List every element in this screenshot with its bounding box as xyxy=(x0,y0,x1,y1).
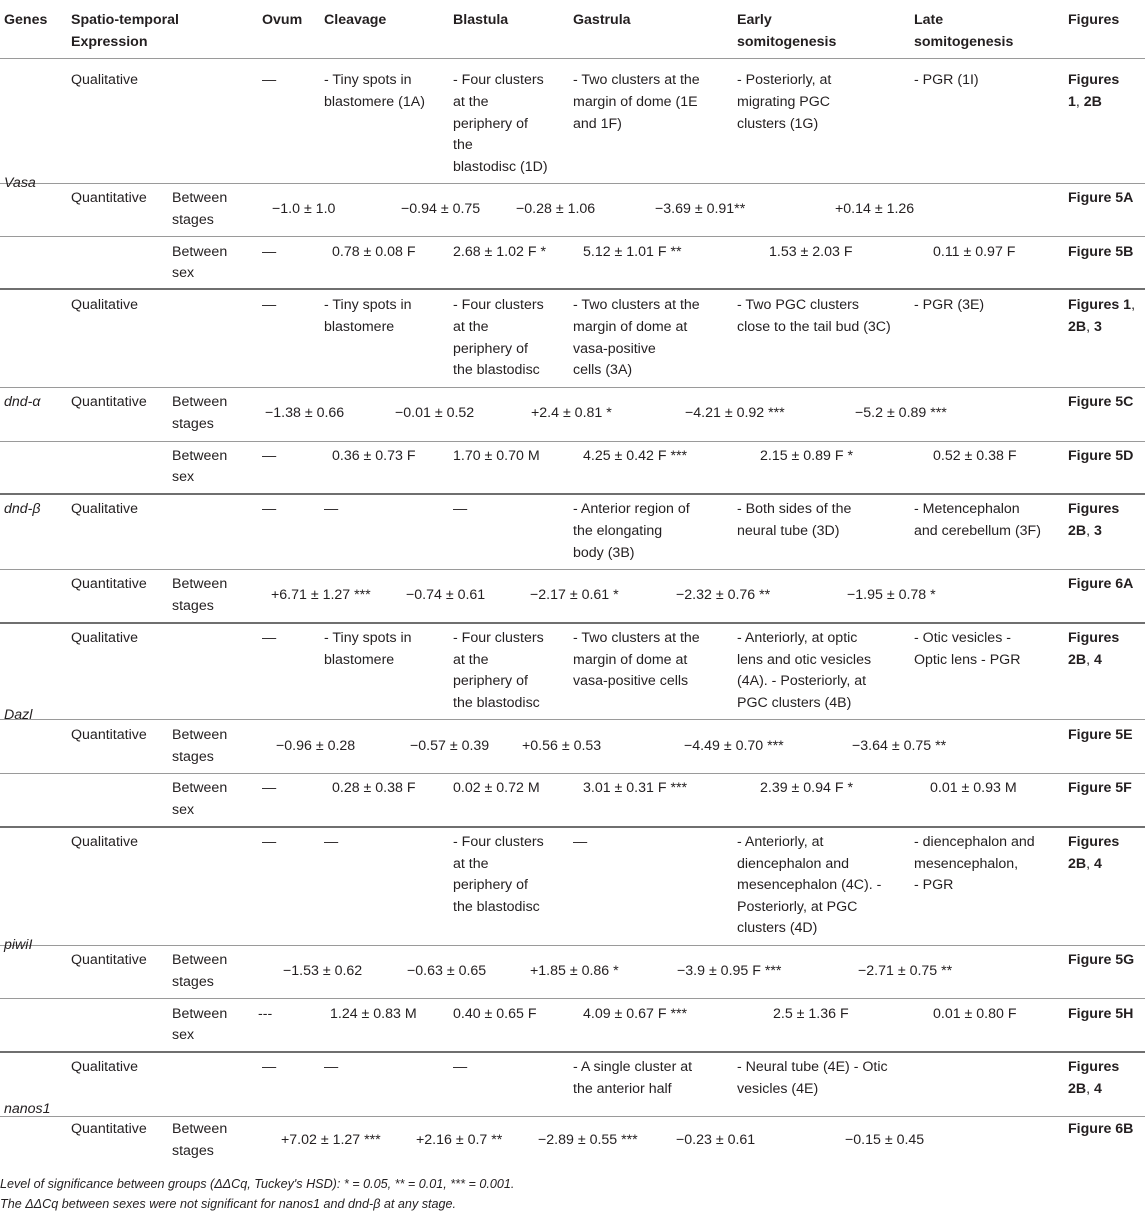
dnd-a-sex-figure: Figure 5D xyxy=(1068,448,1134,464)
dnd-a-qual-gastrula: margin of dome at xyxy=(573,319,688,335)
piwil-qual-blastula: at the xyxy=(453,856,489,872)
piwil-qual-early: clusters (4D) xyxy=(737,920,818,936)
dnd-a-qual-gastrula: cells (3A) xyxy=(573,362,633,378)
piwil-qual-gastrula: — xyxy=(573,834,588,850)
dazl-qual-gastrula: - Two clusters at the xyxy=(573,630,700,646)
gene-dazl: Dazl xyxy=(4,707,33,723)
dnd-b-qual-late: - Metencephalon xyxy=(914,501,1020,517)
piwil-qual-late: - PGR xyxy=(914,877,954,893)
label-qualitative: Qualitative xyxy=(71,1059,139,1075)
dazl-qual-figures xyxy=(1068,650,1102,672)
dnd-b-stage-value: +6.71 ± 1.27 *** xyxy=(271,587,371,603)
label-between: Between xyxy=(172,952,228,968)
piwil-sex-early: 2.5 ± 1.36 F xyxy=(773,1006,849,1022)
label-stages: stages xyxy=(172,749,214,765)
rule xyxy=(0,998,1145,999)
dazl-sex-figure: Figure 5F xyxy=(1068,780,1132,796)
label-stages: stages xyxy=(172,212,214,228)
dnd-a-stage-value: −4.21 ± 0.92 *** xyxy=(685,405,785,421)
vasa-sex-late: 0.11 ± 0.97 F xyxy=(933,244,1016,260)
vasa-sex-blastula: 2.68 ± 1.02 F * xyxy=(453,244,546,260)
label-sex: sex xyxy=(172,265,195,281)
dnd-a-qual-gastrula: - Two clusters at the xyxy=(573,297,700,313)
label-quantitative: Quantitative xyxy=(71,727,147,743)
header-gastrula: Gastrula xyxy=(573,12,631,28)
label-qualitative: Qualitative xyxy=(71,72,139,88)
label-between: Between xyxy=(172,1121,228,1137)
label-between: Between xyxy=(172,190,228,206)
dazl-qual-gastrula: margin of dome at xyxy=(573,652,688,668)
nanos1-qual-cleavage: — xyxy=(324,1059,339,1075)
vasa-qual-gastrula: margin of dome (1E xyxy=(573,94,698,110)
label-qualitative: Qualitative xyxy=(71,834,139,850)
dnd-a-sex-cleavage: 0.36 ± 0.73 F xyxy=(332,448,416,464)
vasa-stage-value: −0.28 ± 1.06 xyxy=(516,201,596,217)
vasa-qual-blastula: the xyxy=(453,137,473,153)
figure-sep: , xyxy=(1086,652,1095,668)
figure-sep: , xyxy=(1086,1081,1095,1097)
dazl-qual-gastrula: vasa-positive cells xyxy=(573,673,689,689)
figure-ref: 2B xyxy=(1068,856,1087,872)
dazl-sex-ovum: — xyxy=(262,780,277,796)
nanos1-stage-value: −2.89 ± 0.55 *** xyxy=(538,1132,638,1148)
label-between: Between xyxy=(172,448,228,464)
vasa-sex-gastrula: 5.12 ± 1.01 F ** xyxy=(583,244,682,260)
vasa-qual-blastula: - Four clusters xyxy=(453,72,544,88)
rule xyxy=(0,1116,1145,1117)
nanos1-qual-gastrula: - A single cluster at xyxy=(573,1059,693,1075)
vasa-sex-ovum: — xyxy=(262,244,277,260)
dnd-a-qual-late: - PGR (3E) xyxy=(914,297,985,313)
piwil-stage-value: +1.85 ± 0.86 * xyxy=(530,963,619,979)
dnd-a-stage-value: −5.2 ± 0.89 *** xyxy=(855,405,947,421)
vasa-qual-gastrula: and 1F) xyxy=(573,116,622,132)
dazl-stage-value: −0.96 ± 0.28 xyxy=(276,738,356,754)
dnd-a-sex-ovum: — xyxy=(262,448,277,464)
dnd-a-stage-value: −0.01 ± 0.52 xyxy=(395,405,475,421)
dazl-stage-value: −4.49 ± 0.70 *** xyxy=(684,738,784,754)
vasa-qual-cleavage: - Tiny spots in xyxy=(324,72,412,88)
dazl-sex-late: 0.01 ± 0.93 M xyxy=(930,780,1017,796)
vasa-qual-gastrula: - Two clusters at the xyxy=(573,72,700,88)
rule xyxy=(0,58,1145,59)
piwil-stage-value: −0.63 ± 0.65 xyxy=(407,963,487,979)
rule xyxy=(0,945,1145,946)
vasa-qual-figures xyxy=(1068,92,1102,114)
label-quantitative: Quantitative xyxy=(71,190,147,206)
figure-sep: , xyxy=(1086,523,1095,539)
nanos1-stage-value: −0.23 ± 0.61 xyxy=(676,1132,756,1148)
dnd-b-qual-figures: Figures xyxy=(1068,501,1120,517)
gene-dnd-alpha: dnd-α xyxy=(4,394,41,410)
dnd-a-qual-early: - Two PGC clusters xyxy=(737,297,859,313)
vasa-stage-value: −1.0 ± 1.0 xyxy=(272,201,336,217)
figure-ref: 3 xyxy=(1094,319,1102,335)
rule xyxy=(0,288,1145,290)
nanos1-qual-figures: Figures xyxy=(1068,1059,1120,1075)
dazl-qual-blastula: the blastodisc xyxy=(453,695,540,711)
label-stages: stages xyxy=(172,416,214,432)
label-between: Between xyxy=(172,576,228,592)
dazl-qual-blastula: - Four clusters xyxy=(453,630,544,646)
vasa-stage-value: −3.69 ± 0.91** xyxy=(655,201,746,217)
figure-ref: 4 xyxy=(1094,1081,1102,1097)
dazl-qual-figures: Figures xyxy=(1068,630,1120,646)
dnd-a-qual-gastrula: vasa-positive xyxy=(573,341,656,357)
dnd-a-qual-cleavage: blastomere xyxy=(324,319,395,335)
rule xyxy=(0,236,1145,237)
label-qualitative: Qualitative xyxy=(71,297,139,313)
dazl-sex-cleavage: 0.28 ± 0.38 F xyxy=(332,780,416,796)
piwil-sex-blastula: 0.40 ± 0.65 F xyxy=(453,1006,537,1022)
footnote-sex-note: The ΔΔCq between sexes were not significant for nanos1 and dnd-β at any stage. xyxy=(0,1197,457,1211)
piwil-sex-gastrula: 4.09 ± 0.67 F *** xyxy=(583,1006,688,1022)
header-early-line2: somitogenesis xyxy=(737,34,837,50)
dnd-b-stage-value: −1.95 ± 0.78 * xyxy=(847,587,936,603)
figure-ref: 2B xyxy=(1068,319,1087,335)
label-quantitative: Quantitative xyxy=(71,1121,147,1137)
vasa-qual-cleavage: blastomere (1A) xyxy=(324,94,425,110)
figure-ref: 3 xyxy=(1094,523,1102,539)
rule xyxy=(0,493,1145,495)
header-expression-line1: Spatio-temporal xyxy=(71,12,179,28)
dazl-qual-blastula: at the xyxy=(453,652,489,668)
vasa-stage-value: +0.14 ± 1.26 xyxy=(835,201,915,217)
rule xyxy=(0,569,1145,570)
vasa-stages-figure: Figure 5A xyxy=(1068,190,1134,206)
dazl-qual-early: (4A). - Posteriorly, at xyxy=(737,673,867,689)
figure-ref: 2B xyxy=(1068,652,1087,668)
label-stages: stages xyxy=(172,1143,214,1159)
gene-vasa: Vasa xyxy=(4,175,36,191)
dazl-stage-value: +0.56 ± 0.53 xyxy=(522,738,602,754)
label-stages: stages xyxy=(172,974,214,990)
dnd-b-qual-cleavage: — xyxy=(324,501,339,517)
dnd-b-qual-gastrula: body (3B) xyxy=(573,545,635,561)
dazl-qual-late: Optic lens - PGR xyxy=(914,652,1021,668)
rule xyxy=(0,441,1145,442)
piwil-qual-blastula: the blastodisc xyxy=(453,899,540,915)
nanos1-qual-blastula: — xyxy=(453,1059,468,1075)
figure-ref: 2B xyxy=(1068,523,1087,539)
dnd-a-sex-blastula: 1.70 ± 0.70 M xyxy=(453,448,540,464)
piwil-qual-blastula: - Four clusters xyxy=(453,834,544,850)
dazl-stage-value: −3.64 ± 0.75 ** xyxy=(852,738,947,754)
dnd-a-qual-figures xyxy=(1068,317,1102,339)
vasa-sex-early: 1.53 ± 2.03 F xyxy=(769,244,853,260)
label-between: Between xyxy=(172,1006,228,1022)
label-quantitative: Quantitative xyxy=(71,952,147,968)
figure-ref: 1 xyxy=(1068,94,1076,110)
dazl-qual-early: - Anteriorly, at optic xyxy=(737,630,858,646)
dnd-a-qual-blastula: the blastodisc xyxy=(453,362,540,378)
figure-ref: 4 xyxy=(1094,856,1102,872)
figure-ref: 4 xyxy=(1094,652,1102,668)
piwil-stage-value: −2.71 ± 0.75 ** xyxy=(858,963,953,979)
header-early-line1: Early xyxy=(737,12,772,28)
dnd-a-sex-late: 0.52 ± 0.38 F xyxy=(933,448,1017,464)
header-cleavage: Cleavage xyxy=(324,12,387,28)
dnd-a-stages-figure: Figure 5C xyxy=(1068,394,1134,410)
figure-ref: 2B xyxy=(1068,1081,1087,1097)
nanos1-stage-value: +7.02 ± 1.27 *** xyxy=(281,1132,381,1148)
nanos1-qual-early: - Neural tube (4E) - Otic xyxy=(737,1059,888,1075)
nanos1-qual-early: vesicles (4E) xyxy=(737,1081,819,1097)
dnd-b-stages-figure: Figure 6A xyxy=(1068,576,1134,592)
vasa-sex-cleavage: 0.78 ± 0.08 F xyxy=(332,244,416,260)
dazl-sex-blastula: 0.02 ± 0.72 M xyxy=(453,780,540,796)
vasa-qual-figures: Figures xyxy=(1068,72,1120,88)
dnd-b-qual-figures xyxy=(1068,521,1102,543)
rule xyxy=(0,622,1145,624)
figure-sep: , xyxy=(1086,856,1095,872)
label-sex: sex xyxy=(172,469,195,485)
figure-ref: Figures 1 xyxy=(1068,297,1132,313)
rule xyxy=(0,387,1145,388)
rule xyxy=(0,773,1145,774)
label-qualitative: Qualitative xyxy=(71,501,139,517)
piwil-sex-cleavage: 1.24 ± 0.83 M xyxy=(330,1006,417,1022)
dnd-b-stage-value: −2.17 ± 0.61 * xyxy=(530,587,619,603)
dazl-qual-early: lens and otic vesicles xyxy=(737,652,872,668)
piwil-qual-early: mesencephalon (4C). - xyxy=(737,877,882,893)
header-expression-line2: Expression xyxy=(71,34,148,50)
label-quantitative: Quantitative xyxy=(71,576,147,592)
dnd-a-qual-blastula: - Four clusters xyxy=(453,297,544,313)
label-between: Between xyxy=(172,727,228,743)
dazl-qual-ovum: — xyxy=(262,630,277,646)
dnd-b-qual-early: neural tube (3D) xyxy=(737,523,840,539)
dazl-stage-value: −0.57 ± 0.39 xyxy=(410,738,490,754)
label-between: Between xyxy=(172,244,228,260)
vasa-qual-blastula: at the xyxy=(453,94,489,110)
piwil-qual-cleavage: — xyxy=(324,834,339,850)
dnd-b-stage-value: −2.32 ± 0.76 ** xyxy=(676,587,771,603)
header-genes: Genes xyxy=(4,12,48,28)
nanos1-stage-value: +2.16 ± 0.7 ** xyxy=(416,1132,503,1148)
dazl-sex-early: 2.39 ± 0.94 F * xyxy=(760,780,853,796)
vasa-qual-early: - Posteriorly, at xyxy=(737,72,832,88)
dnd-b-qual-ovum: — xyxy=(262,501,277,517)
vasa-sex-figure: Figure 5B xyxy=(1068,244,1134,260)
figure-sep: , xyxy=(1086,319,1095,335)
label-between: Between xyxy=(172,780,228,796)
label-qualitative: Qualitative xyxy=(71,630,139,646)
dazl-qual-blastula: periphery of xyxy=(453,673,528,689)
dnd-b-qual-early: - Both sides of the xyxy=(737,501,852,517)
figure-ref: 2B xyxy=(1083,94,1102,110)
piwil-qual-figures: Figures xyxy=(1068,834,1120,850)
vasa-stage-value: −0.94 ± 0.75 xyxy=(401,201,481,217)
dnd-a-stage-value: −1.38 ± 0.66 xyxy=(265,405,345,421)
nanos1-qual-gastrula: the anterior half xyxy=(573,1081,672,1097)
piwil-sex-figure: Figure 5H xyxy=(1068,1006,1134,1022)
dnd-b-qual-gastrula: the elongating xyxy=(573,523,663,539)
dnd-b-qual-blastula: — xyxy=(453,501,468,517)
piwil-qual-figures xyxy=(1068,854,1102,876)
rule xyxy=(0,826,1145,828)
piwil-qual-blastula: periphery of xyxy=(453,877,528,893)
rule xyxy=(0,719,1145,720)
label-sex: sex xyxy=(172,802,195,818)
vasa-qual-early: migrating PGC xyxy=(737,94,831,110)
dnd-b-stage-value: −0.74 ± 0.61 xyxy=(406,587,486,603)
piwil-stage-value: −3.9 ± 0.95 F *** xyxy=(677,963,782,979)
dazl-stages-figure: Figure 5E xyxy=(1068,727,1133,743)
nanos1-qual-figures xyxy=(1068,1079,1102,1101)
dnd-a-sex-gastrula: 4.25 ± 0.42 F *** xyxy=(583,448,688,464)
label-quantitative: Quantitative xyxy=(71,394,147,410)
footnote-significance: Level of significance between groups (ΔΔCq, Tuckey's HSD): * = 0.05, ** = 0.01, *** = 0.001. xyxy=(0,1177,515,1191)
dazl-qual-cleavage: - Tiny spots in xyxy=(324,630,412,646)
piwil-stages-figure: Figure 5G xyxy=(1068,952,1135,968)
piwil-sex-late: 0.01 ± 0.80 F xyxy=(933,1006,1017,1022)
nanos1-stage-value: −0.15 ± 0.45 xyxy=(845,1132,925,1148)
piwil-stage-value: −1.53 ± 0.62 xyxy=(283,963,363,979)
header-figures: Figures xyxy=(1068,12,1120,28)
rule xyxy=(0,1051,1145,1053)
header-ovum: Ovum xyxy=(262,12,303,28)
label-sex: sex xyxy=(172,1027,195,1043)
piwil-qual-late: mesencephalon, xyxy=(914,856,1019,872)
vasa-qual-late: - PGR (1I) xyxy=(914,72,979,88)
header-late-line1: Late xyxy=(914,12,944,28)
dnd-a-qual-early: close to the tail bud (3C) xyxy=(737,319,891,335)
label-stages: stages xyxy=(172,598,214,614)
vasa-qual-blastula: blastodisc (1D) xyxy=(453,159,548,175)
vasa-qual-ovum: — xyxy=(262,72,277,88)
dazl-qual-late: - Otic vesicles - xyxy=(914,630,1011,646)
dnd-b-qual-late: and cerebellum (3F) xyxy=(914,523,1041,539)
dnd-a-sex-early: 2.15 ± 0.89 F * xyxy=(760,448,853,464)
nanos1-stages-figure: Figure 6B xyxy=(1068,1121,1134,1137)
dnd-b-qual-gastrula: - Anterior region of xyxy=(573,501,690,517)
dnd-a-qual-ovum: — xyxy=(262,297,277,313)
piwil-qual-early: diencephalon and xyxy=(737,856,850,872)
piwil-qual-late: - diencephalon and xyxy=(914,834,1035,850)
figure-sep: , xyxy=(1075,94,1084,110)
dnd-a-qual-figures xyxy=(1068,295,1135,317)
dnd-a-qual-blastula: at the xyxy=(453,319,489,335)
gene-dnd-beta: dnd-β xyxy=(4,501,41,517)
header-blastula: Blastula xyxy=(453,12,509,28)
piwil-qual-early: Posteriorly, at PGC xyxy=(737,899,858,915)
dnd-a-stage-value: +2.4 ± 0.81 * xyxy=(531,405,612,421)
dazl-qual-cleavage: blastomere xyxy=(324,652,395,668)
label-between: Between xyxy=(172,394,228,410)
figure-sep: , xyxy=(1131,297,1136,313)
dazl-sex-gastrula: 3.01 ± 0.31 F *** xyxy=(583,780,688,796)
header-late-line2: somitogenesis xyxy=(914,34,1014,50)
dnd-a-qual-cleavage: - Tiny spots in xyxy=(324,297,412,313)
gene-nanos1: nanos1 xyxy=(4,1101,51,1117)
piwil-sex-ovum: --- xyxy=(258,1006,273,1022)
piwil-qual-ovum: — xyxy=(262,834,277,850)
dnd-a-qual-blastula: periphery of xyxy=(453,341,528,357)
rule xyxy=(0,183,1145,184)
gene-piwil: piwiI xyxy=(4,937,33,953)
vasa-qual-early: clusters (1G) xyxy=(737,116,819,132)
vasa-qual-blastula: periphery of xyxy=(453,116,528,132)
dazl-qual-early: PGC clusters (4B) xyxy=(737,695,852,711)
nanos1-qual-ovum: — xyxy=(262,1059,277,1075)
piwil-qual-early: - Anteriorly, at xyxy=(737,834,824,850)
